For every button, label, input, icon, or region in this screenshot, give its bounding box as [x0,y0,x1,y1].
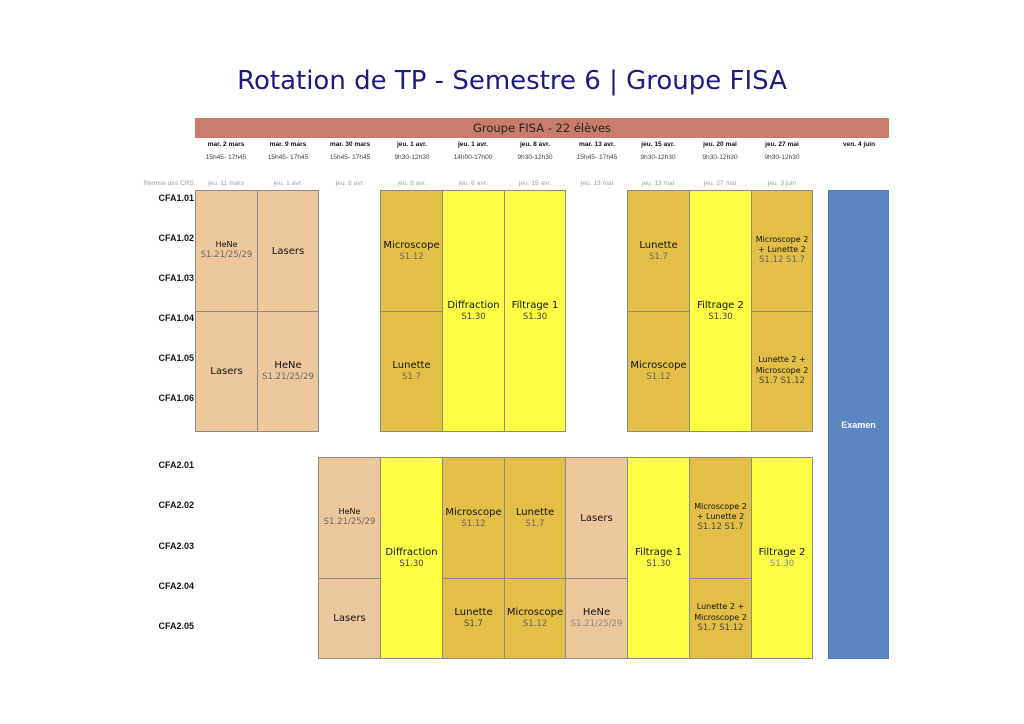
group-banner: Groupe FISA - 22 élèves [195,118,889,138]
room-code: S1.7 S1.12 [759,375,805,386]
session-lunette [442,578,505,659]
row-label: CFA1.04 [158,313,194,323]
session-lunette [380,311,443,432]
col-time: 9h30-12h30 [394,154,430,161]
session-microscope [380,190,443,312]
col-day: jeu. 15 avr. [641,141,675,148]
row-label: CFA2.05 [158,621,194,631]
session-hene [195,190,258,312]
room-code: S1.7 [649,251,668,262]
room-code: S1.21/25/29 [262,372,314,383]
session-lasers [257,190,319,312]
col-day: jeu. 20 mai [703,141,737,148]
session-name: Filtrage 1 [635,546,682,558]
room-code: S1.21/25/29 [200,250,253,261]
session-name: + Lunette 2 [696,512,745,522]
session-name: Microscope 2 [694,612,747,622]
remise-label: Remise des CRS [143,180,194,187]
session-hene [318,457,381,579]
session-microscope [442,457,505,579]
session-diffraction [380,457,443,659]
col-remise: jeu. 13 mai [580,180,614,187]
room-code: S1.12 S1.7 [759,255,805,266]
session-name: Filtrage 2 [697,299,744,311]
col-time: 9h30-12h30 [517,154,553,161]
col-day: jeu. 8 avr. [519,141,551,148]
session-microscope [504,578,566,659]
col-day: mar. 9 mars [269,141,307,148]
session-diffraction [442,190,505,432]
session-name: Microscope [445,506,502,518]
session-hene [257,311,319,432]
session-hene [565,578,628,659]
room-code: S1.30 [646,558,671,569]
session-name: HeNe [582,607,611,619]
session-name: Microscope [383,239,440,251]
session-name: Filtrage 2 [758,546,806,558]
session-filtrage-1 [627,457,690,659]
row-label: CFA2.04 [158,581,194,591]
col-day: ven. 4 juin [842,141,876,148]
session-name: HeNe [215,239,238,249]
col-remise: jeu. 8 avr. [458,180,488,187]
col-remise: jeu. 15 avr. [518,180,552,187]
session-name: HeNe [274,360,302,372]
session-name: Lasers [333,613,366,624]
session-microscope [627,311,690,432]
exam-block [828,190,889,659]
session-name: Lunette [639,239,678,251]
session-microscope2-lunette2 [751,190,813,312]
room-code: S1.30 [769,558,795,569]
room-code: S1.12 [522,619,548,630]
session-name: HeNe [338,506,361,516]
session-name: Lunette [454,607,493,619]
col-day: mar. 30 mars [329,141,371,148]
room-code: S1.12 [399,251,424,262]
col-time: 15h45- 17h45 [329,154,371,161]
col-time: 9h30-12h30 [702,154,738,161]
col-remise: jeu. 8 avr. [397,180,427,187]
col-day: jeu. 1 avr. [396,141,428,148]
session-name: Diffraction [447,299,500,311]
session-name: Diffraction [385,546,438,558]
room-code: S1.30 [461,311,486,322]
col-time: 9h30-12h30 [764,154,800,161]
room-code: S1.12 [646,372,671,383]
col-remise: jeu. 8 avr. [335,180,365,187]
col-remise: jeu. 27 mai [703,180,737,187]
session-name: Microscope [506,607,564,619]
room-code: S1.30 [399,558,424,569]
session-name: Lunette [515,506,555,518]
room-code: S1.12 [461,518,486,529]
col-remise: jeu. 1 avr. [273,180,303,187]
room-code: S1.7 S1.12 [697,622,744,633]
session-name: Lasers [580,512,613,524]
session-lunette2-microscope2 [689,578,752,659]
col-remise: jeu. 3 juin [767,180,797,187]
session-name: Microscope 2 [755,365,809,375]
row-label: CFA1.05 [158,353,194,363]
room-code: S1.21/25/29 [323,517,376,528]
session-name: Microscope 2 [755,234,809,244]
col-day: mar. 13 avr. [579,141,615,148]
session-lasers [195,311,258,432]
session-filtrage-2 [751,457,813,659]
col-day: jeu. 1 avr. [457,141,489,148]
session-name: Lunette 2 + [696,602,745,612]
row-label: CFA2.02 [158,500,194,510]
room-code: S1.21/25/29 [570,619,623,630]
room-code: S1.7 [402,372,421,383]
session-name: Lunette [392,360,431,372]
session-lunette [627,190,690,312]
session-filtrage-1 [504,190,566,432]
row-label: CFA1.01 [158,193,194,203]
session-name: Lasers [210,366,243,377]
session-name: Lunette 2 + [758,355,806,365]
session-name: Microscope [630,360,687,372]
col-time: 9h30-12h30 [640,154,676,161]
row-label: CFA1.02 [158,233,194,243]
room-code: S1.30 [522,311,548,322]
col-remise: jeu. 11 mars [208,180,244,187]
session-microscope2-lunette2 [689,457,752,579]
page-title: Rotation de TP - Semestre 6 | Groupe FISA [237,66,787,96]
row-label: CFA2.01 [158,460,194,470]
exam-label: Examen [841,419,876,430]
room-code: S1.12 S1.7 [697,522,744,533]
row-label: CFA1.06 [158,393,194,403]
room-code: S1.30 [708,311,733,322]
session-lasers [318,578,381,659]
col-time: 15h45- 17h45 [205,154,247,161]
session-lasers [565,457,628,579]
col-day: jeu. 27 mai [765,141,799,148]
session-name: Microscope 2 [694,501,747,511]
col-day: mar. 2 mars [207,141,245,148]
room-code: S1.7 [525,518,545,529]
session-name: Filtrage 1 [511,299,559,311]
col-time: 15h45- 17h45 [267,154,309,161]
session-lunette [504,457,566,579]
session-lunette2-microscope2 [751,311,813,432]
col-time: 15h45- 17h45 [576,154,618,161]
session-name: + Lunette 2 [758,245,806,255]
col-time: 14h00-17h00 [453,154,493,161]
session-name: Lasers [271,245,305,257]
row-label: CFA1.03 [158,273,194,283]
row-label: CFA2.03 [158,541,194,551]
col-remise: jeu. 13 mai [641,180,675,187]
room-code: S1.7 [464,619,483,630]
session-filtrage-2 [689,190,752,432]
